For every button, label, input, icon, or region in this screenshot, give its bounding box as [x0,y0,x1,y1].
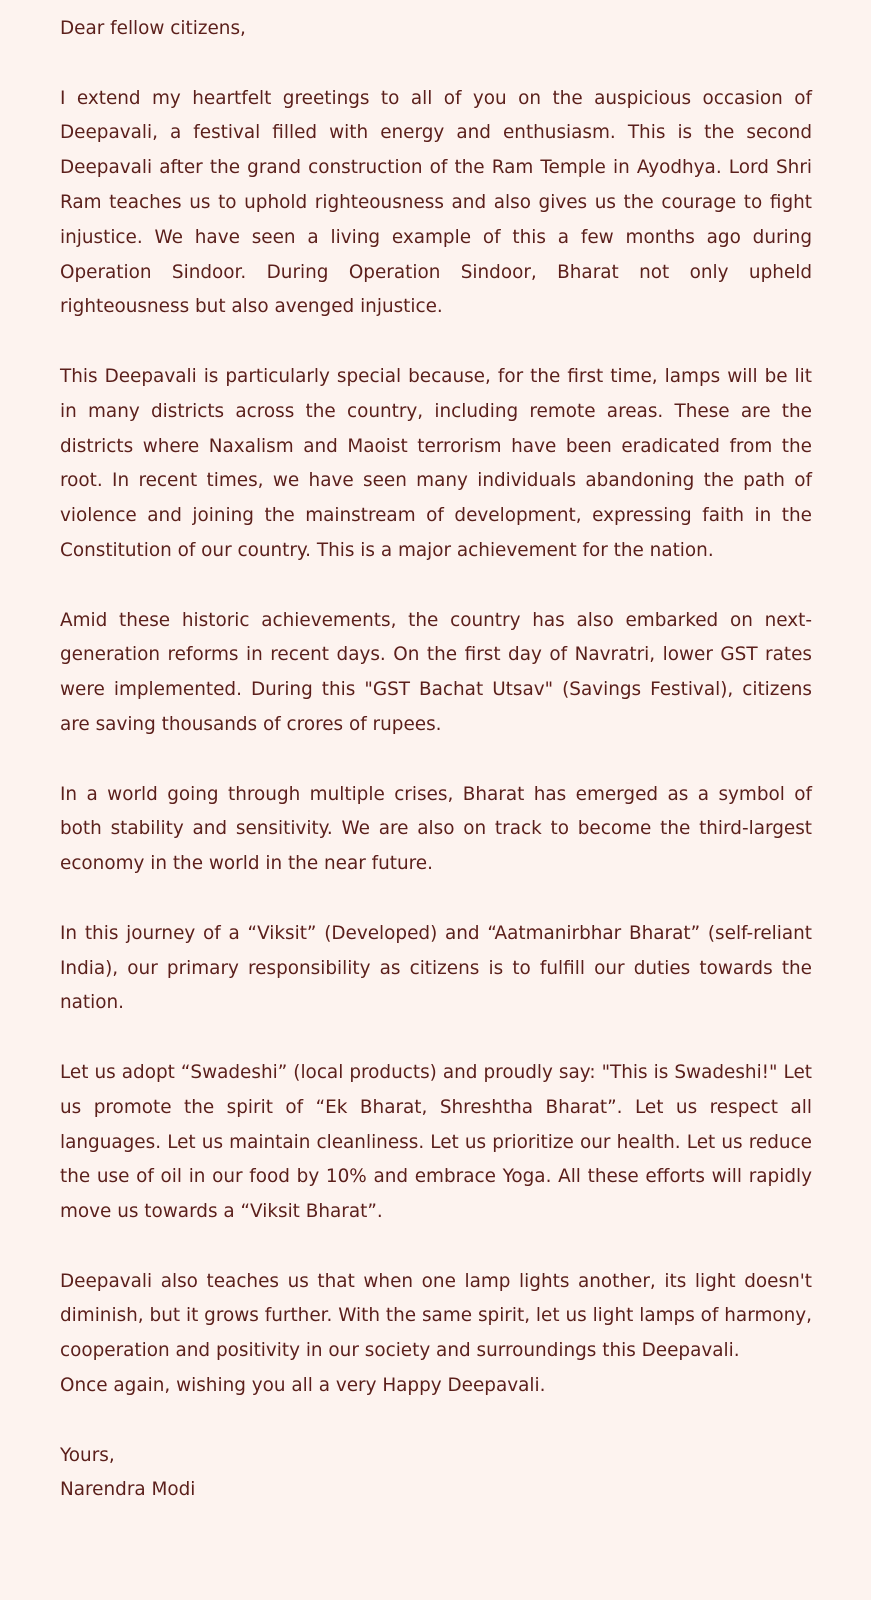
paragraph-7: Deepavali also teaches us that when one lamp lights another, its light doesn't diminish, but it grows further. With the same spirit, let us light lamps of harmony, cooperation and positivity in our society and surroundings this Deepavali. [60,1270,812,1362]
paragraph-1: I extend my heartfelt greetings to all of you on the auspicious occasion of Deepavali, a festival filled with energy and enthusiasm. This is the second Deepavali after the grand construction of the Ram Temple in Ayodhya. Lord Shri Ram teaches us to uphold righteousness and also gives us the courage to fight injustice. We have seen a living example of this a few months ago during Operation Sindoor. During Operation Sindoor, Bharat not only upheld righteousness but also avenged injustice. [60,87,812,318]
letter-body [60,12,812,1508]
paragraph-3: Amid these historic achievements, the country has also embarked on next-generation reforms in recent days. On the first day of Navratri, lower GST rates were implemented. During this "GST Bachat Utsav" (Savings Festival), citizens are saving thousands of crores of rupees. [60,609,812,735]
valediction: Yours, [60,1444,115,1466]
closing-wish: Once again, wishing you all a very Happy Deepavali. [60,1375,546,1397]
salutation: Dear fellow citizens, [60,18,246,39]
paragraph-5: In this journey of a “Viksit” (Developed) and “Aatmanirbhar Bharat” (self-reliant India), our primary responsibility as citizens is to fulfill our duties towards the nation. [60,922,812,1014]
signature: Narendra Modi [60,1479,196,1501]
paragraph-2: This Deepavali is particularly special because, for the first time, lamps will be lit in many districts across the country, including remote areas. These are the districts where Naxalism and Maoist terrorism have been eradicated from the root. In recent times, we have seen many individuals abandoning the path of violence and joining the mainstream of development, expressing faith in the Constitution of our country. This is a major achievement for the nation. [60,365,812,561]
paragraph-4: In a world going through multiple crises, Bharat has emerged as a symbol of both stability and sensitivity. We are also on track to become the third-largest economy in the world in the near future. [60,783,812,875]
paragraph-6: Let us adopt “Swadeshi” (local products) and proudly say: "This is Swadeshi!" Let us promote the spirit of “Ek Bharat, Shreshtha Bharat”. Let us respect all languages. Let us maintain cleanliness. Let us prioritize our health. Let us reduce the use of oil in our food by 10% and embrace Yoga. All these efforts will rapidly move us towards a “Viksit Bharat”. [60,1061,812,1223]
